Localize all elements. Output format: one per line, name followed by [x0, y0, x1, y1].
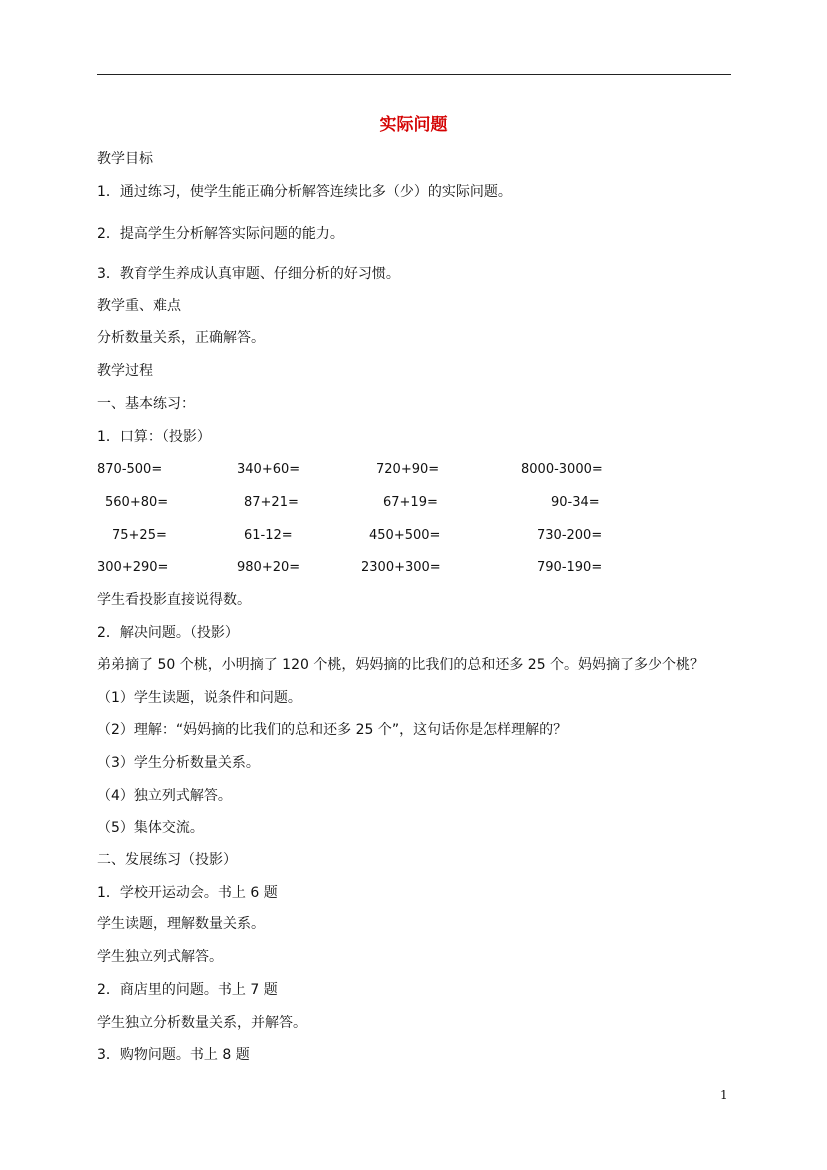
step-1: （1）学生读题，说条件和问题。: [97, 690, 302, 706]
dev-item-1-step-a: 学生读题，理解数量关系。: [97, 916, 265, 932]
math-cell: 75+25=: [112, 528, 167, 543]
item-solve-problem: 2．解决问题。（投影）: [97, 625, 239, 641]
key-points-text: 分析数量关系，正确解答。: [97, 330, 265, 346]
dev-item-2-step: 学生独立分析数量关系，并解答。: [97, 1015, 307, 1031]
page-number: 1: [720, 1088, 728, 1102]
header-rule: [97, 74, 731, 75]
heading-goals: 教学目标: [97, 151, 153, 167]
problem-statement: 弟弟摘了 50 个桃，小明摘了 120 个桃，妈妈摘的比我们的总和还多 25 个。妈妈摘了多少个桃？: [97, 657, 705, 673]
math-cell: 67+19=: [383, 495, 438, 510]
math-cell: 790-190=: [537, 560, 603, 575]
math-cell: 300+290=: [97, 560, 169, 575]
math-cell: 870-500=: [97, 462, 163, 477]
math-cell: 720+90=: [376, 462, 440, 477]
dev-item-1: 1．学校开运动会。书上 6 题: [97, 885, 278, 901]
math-cell: 61-12=: [244, 528, 293, 543]
heading-key-points: 教学重、难点: [97, 298, 181, 314]
math-cell: 8000-3000=: [521, 462, 603, 477]
math-cell: 90-34=: [551, 495, 600, 510]
step-2: （2）理解：“妈妈摘的比我们的总和还多 25 个”，这句话你是怎样理解的？: [97, 722, 568, 738]
dev-item-3: 3．购物问题。书上 8 题: [97, 1047, 250, 1063]
math-cell: 980+20=: [237, 560, 301, 575]
math-cell: 2300+300=: [361, 560, 441, 575]
math-cell: 450+500=: [369, 528, 441, 543]
goal-3: 3．教育学生养成认真审题、仔细分析的好习惯。: [97, 266, 400, 282]
math-cell: 340+60=: [237, 462, 301, 477]
item-oral-math: 1．口算：（投影）: [97, 429, 211, 445]
section-development-practice: 二、发展练习（投影）: [97, 852, 237, 868]
section-basic-practice: 一、基本练习：: [97, 396, 195, 412]
goal-2: 2．提高学生分析解答实际问题的能力。: [97, 226, 344, 242]
math-cell: 87+21=: [244, 495, 299, 510]
page-title: 实际问题: [379, 115, 448, 135]
step-5: （5）集体交流。: [97, 820, 204, 836]
dev-item-2: 2．商店里的问题。书上 7 题: [97, 982, 278, 998]
oral-math-instruction: 学生看投影直接说得数。: [97, 592, 251, 608]
math-cell: 730-200=: [537, 528, 603, 543]
step-3: （3）学生分析数量关系。: [97, 755, 260, 771]
heading-process: 教学过程: [97, 363, 153, 379]
goal-1: 1．通过练习，使学生能正确分析解答连续比多（少）的实际问题。: [97, 184, 512, 200]
dev-item-1-step-b: 学生独立列式解答。: [97, 949, 223, 965]
step-4: （4）独立列式解答。: [97, 788, 232, 804]
math-cell: 560+80=: [105, 495, 169, 510]
